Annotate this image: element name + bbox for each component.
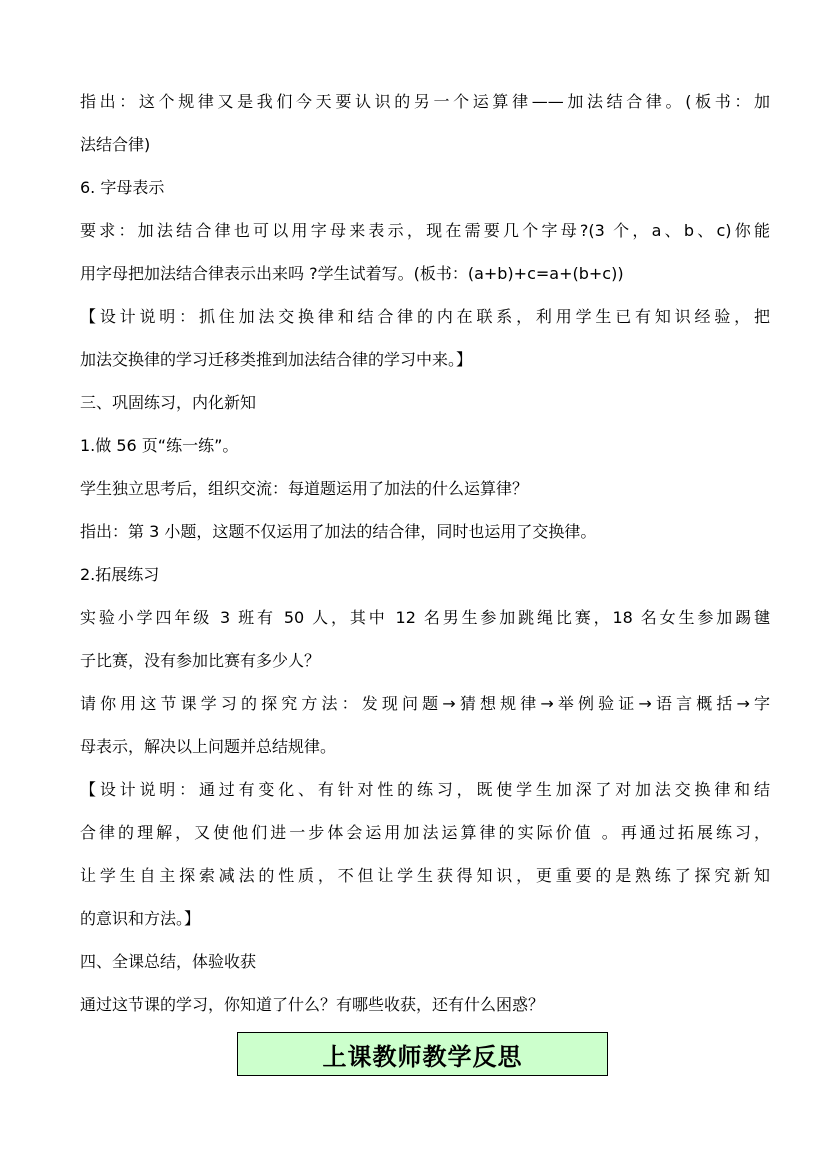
design-note2-line-4: 的意识和方法。】	[80, 909, 201, 928]
exercise-item-1: 1.做 56 页“练一练”。	[80, 436, 239, 455]
design-note2-line-2: 合律的理解，又使他们进一步体会运用加法运算律的实际价值 。再通过拓展练习，	[80, 823, 770, 842]
exercise-item-2: 2.拓展练习	[80, 565, 160, 584]
section-heading-letter-representation: 6. 字母表示	[80, 178, 165, 197]
section-heading-practice: 三、巩固练习，内化新知	[80, 393, 257, 412]
text-line-5: 用字母把加法结合律表示出来吗 ?学生试着写。(板书：(a+b)+c=a+(b+c))	[80, 264, 624, 283]
method-line-1: 请你用这节课学习的探究方法：发现问题→猜想规律→举例验证→语言概括→字	[80, 694, 770, 713]
word-problem-line-1: 实验小学四年级 3 班有 50 人，其中 12 名男生参加跳绳比赛，18 名女生参加踢毽	[80, 608, 770, 627]
method-line-2: 母表示，解决以上问题并总结规律。	[80, 737, 337, 756]
design-note-line-1: 【设计说明：抓住加法交换律和结合律的内在联系，利用学生已有知识经验，把	[80, 307, 770, 326]
text-line-10: 学生独立思考后，组织交流：每道题运用了加法的什么运算律？	[80, 479, 529, 498]
reflection-banner-title: 上课教师教学反思	[322, 1042, 523, 1071]
summary-question: 通过这节课的学习，你知道了什么？有哪些收获，还有什么困惑？	[80, 995, 545, 1014]
text-line-11: 指出：第 3 小题，这题不仅运用了加法的结合律，同时也运用了交换律。	[80, 522, 597, 541]
word-problem-line-2: 子比赛，没有参加比赛有多少人？	[80, 651, 321, 670]
text-line-2: 法结合律)	[80, 135, 151, 154]
section-heading-summary: 四、全课总结，体验收获	[80, 952, 257, 971]
design-note-line-2: 加法交换律的学习迁移类推到加法结合律的学习中来。】	[80, 350, 473, 369]
text-line-1: 指出：这个规律又是我们今天要认识的另一个运算律——加法结合律。(板书：加	[80, 92, 770, 111]
design-note2-line-1: 【设计说明：通过有变化、有针对性的练习，既使学生加深了对加法交换律和结	[80, 780, 770, 799]
text-line-4: 要求：加法结合律也可以用字母来表示，现在需要几个字母?(3 个，a、b、c)你能	[80, 221, 770, 240]
design-note2-line-3: 让学生自主探索减法的性质，不但让学生获得知识，更重要的是熟练了探究新知	[80, 866, 770, 885]
reflection-banner	[237, 1032, 608, 1076]
